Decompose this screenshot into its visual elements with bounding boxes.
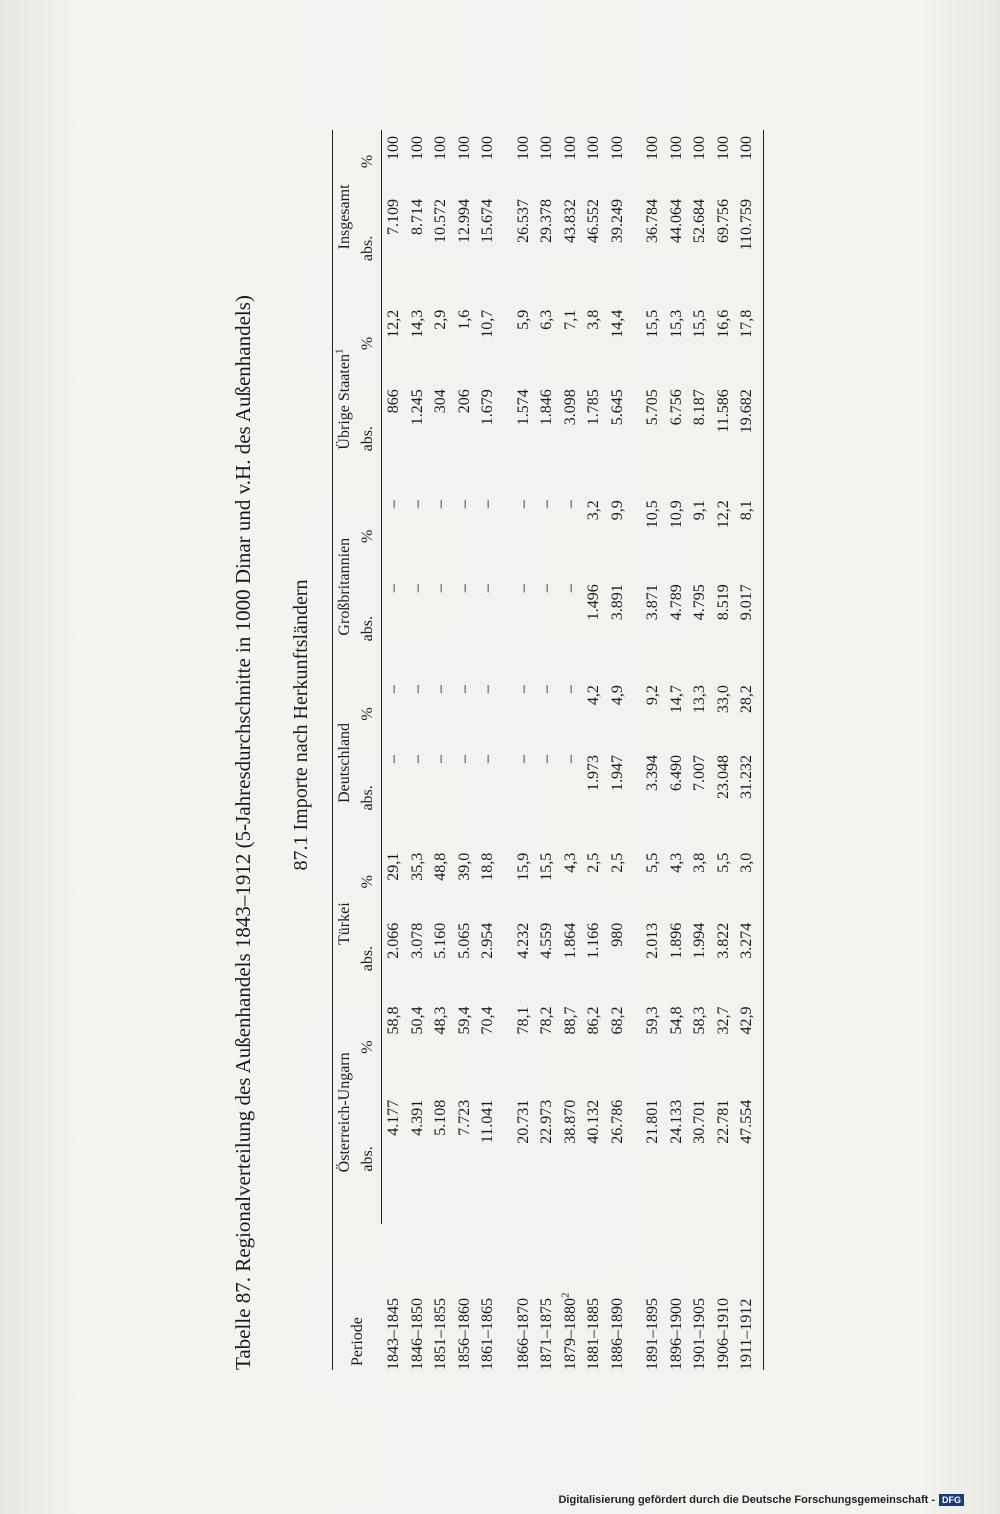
- cell-dp: –: [538, 685, 555, 694]
- cell-periode: [406, 1224, 430, 1370]
- cell-da: –: [408, 754, 426, 763]
- cell-ip: 100: [432, 136, 449, 160]
- cell-up: 17,8: [735, 304, 763, 383]
- cell-oa: 38.870: [561, 1099, 579, 1144]
- cell-dp: –: [561, 685, 579, 694]
- cell-ga: 1.496: [585, 584, 602, 621]
- cell-da: –: [514, 754, 532, 763]
- cell-ga: –: [385, 584, 402, 593]
- cell-ua: 1.679: [479, 389, 496, 426]
- cell-ua: 304: [432, 389, 449, 414]
- cell-dp: –: [455, 685, 473, 694]
- unit-abs: abs.: [356, 917, 382, 1001]
- cell-ia: 8.714: [408, 199, 426, 236]
- table-body: [382, 130, 764, 1370]
- col-tuerkei: Türkei: [333, 847, 357, 1001]
- cell-periode: [688, 1224, 712, 1370]
- cell-ta: 5.065: [455, 922, 473, 959]
- cell-oa: 5.108: [432, 1099, 449, 1136]
- cell-da: 1.947: [608, 754, 626, 791]
- cell-gp: –: [479, 500, 496, 509]
- cell-ua: 1.245: [408, 389, 426, 426]
- cell-ua: 866: [385, 389, 402, 414]
- cell-da: 3.394: [644, 754, 661, 791]
- table-row: [406, 130, 430, 1370]
- unit-pct: %: [356, 494, 382, 578]
- unit-pct: %: [356, 304, 382, 383]
- cell-periode: [535, 1224, 559, 1370]
- cell-ta: 3.274: [735, 917, 763, 1001]
- cell-ta: 2.954: [479, 922, 496, 959]
- cell-op: 59,4: [455, 1006, 473, 1035]
- cell-ip: 100: [585, 136, 602, 160]
- cell-oa: 7.723: [455, 1099, 473, 1136]
- cell-ta: 1.864: [561, 922, 579, 959]
- cell-oa: 40.132: [585, 1099, 602, 1144]
- cell-ia: 43.832: [561, 199, 579, 244]
- header-row-units: [356, 130, 382, 1370]
- cell-up: 6,3: [538, 309, 555, 330]
- cell-tp: 5,5: [714, 852, 732, 873]
- cell-oa: 4.177: [385, 1099, 402, 1136]
- cell-dp: 13,3: [691, 685, 708, 714]
- cell-ip: 100: [691, 136, 708, 160]
- cell-ta: 1.896: [667, 922, 685, 959]
- cell-op: 88,7: [561, 1006, 579, 1035]
- cell-tp: 4,3: [561, 852, 579, 873]
- cell-periode: [559, 1224, 583, 1370]
- cell-ia: 44.064: [667, 199, 685, 244]
- cell-ga: 3.891: [608, 584, 626, 621]
- periode-text: 1851–1855: [432, 1298, 449, 1370]
- cell-ip: 100: [455, 136, 473, 160]
- footnote-marker: 2: [559, 1292, 572, 1298]
- cell-ia: 46.552: [585, 199, 602, 244]
- cell-oa: 21.801: [644, 1099, 661, 1144]
- cell-ia: 39.249: [608, 199, 626, 244]
- cell-tp: 29,1: [385, 852, 402, 881]
- cell-ta: 1.166: [585, 922, 602, 959]
- periode-text: 1871–1875: [538, 1298, 555, 1370]
- cell-oa: 22.973: [538, 1099, 555, 1144]
- cell-ga: 4.789: [667, 584, 685, 621]
- cell-oa: 20.731: [514, 1099, 532, 1144]
- cell-ga: –: [455, 584, 473, 593]
- cell-dp: –: [479, 685, 496, 694]
- periode-text: 1846–1850: [408, 1298, 426, 1370]
- table-row: [712, 130, 736, 1370]
- table-row: [512, 130, 536, 1370]
- unit-abs: abs.: [356, 578, 382, 679]
- unit-pct: %: [356, 679, 382, 749]
- cell-ga: –: [432, 584, 449, 593]
- cell-da: 6.490: [667, 754, 685, 791]
- unit-pct: %: [356, 847, 382, 917]
- cell-op: 59,3: [644, 1006, 661, 1035]
- cell-ip: 100: [538, 136, 555, 160]
- cell-dp: –: [385, 685, 402, 694]
- cell-tp: 5,5: [644, 852, 661, 873]
- rotated-table-block: [230, 80, 810, 1370]
- cell-da: –: [479, 754, 496, 763]
- cell-ua: 1.785: [585, 389, 602, 426]
- cell-gp: –: [514, 500, 532, 509]
- cell-periode: [712, 1224, 736, 1370]
- cell-ia: 12.994: [455, 199, 473, 244]
- cell-ip: 100: [608, 136, 626, 160]
- cell-tp: 3,8: [691, 852, 708, 873]
- cell-ip: 100: [644, 136, 661, 160]
- cell-ta: 1.994: [691, 922, 708, 959]
- cell-op: 42,9: [735, 1001, 763, 1094]
- cell-op: 32,7: [714, 1006, 732, 1035]
- table-row: [606, 130, 630, 1370]
- cell-oa: 26.786: [608, 1099, 626, 1144]
- col-insgesamt: Insgesamt: [333, 130, 357, 304]
- cell-ta: 2.066: [385, 922, 402, 959]
- cell-gp: –: [432, 500, 449, 509]
- cell-dp: 28,2: [735, 679, 763, 749]
- cell-ia: 26.537: [514, 199, 532, 244]
- table-row: [641, 130, 665, 1370]
- cell-da: –: [561, 754, 579, 763]
- cell-periode: [512, 1224, 536, 1370]
- cell-gp: 3,2: [585, 500, 602, 521]
- cell-up: 16,6: [714, 309, 732, 338]
- cell-ia: 15.674: [479, 199, 496, 244]
- cell-ua: 8.187: [691, 389, 708, 426]
- cell-ia: 110.759: [735, 193, 763, 304]
- col-grossbritannien: Großbritannien: [333, 494, 357, 679]
- table-row: [665, 130, 689, 1370]
- cell-up: 3,8: [585, 309, 602, 330]
- cell-periode: [382, 1224, 406, 1370]
- unit-abs: abs.: [356, 1094, 382, 1224]
- periode-text: 1891–1895: [644, 1298, 661, 1370]
- cell-ip: 100: [479, 136, 496, 160]
- cell-ta: 3.078: [408, 922, 426, 959]
- cell-ia: 69.756: [714, 199, 732, 244]
- cell-tp: 48,8: [432, 852, 449, 881]
- cell-ga: –: [514, 584, 532, 593]
- cell-up: 15,5: [644, 309, 661, 338]
- periode-text: 1843–1845: [384, 1298, 402, 1370]
- cell-ua: 1.574: [514, 389, 532, 426]
- cell-ua: 5.705: [644, 389, 661, 426]
- cell-tp: 15,9: [514, 852, 532, 881]
- imports-table: [332, 130, 764, 1370]
- cell-dp: 9,2: [644, 685, 661, 706]
- cell-ta: 3.822: [714, 922, 732, 959]
- cell-ta: 980: [608, 922, 626, 947]
- cell-up: 7,1: [561, 309, 579, 330]
- group-spacer: [500, 130, 512, 1370]
- table-row: [453, 130, 477, 1370]
- unit-abs: abs.: [356, 193, 382, 304]
- cell-oa: 30.701: [691, 1099, 708, 1144]
- cell-ua: 19.682: [735, 383, 763, 494]
- cell-ua: 5.645: [608, 389, 626, 426]
- cell-ua: 11.586: [714, 389, 732, 433]
- header-row-groups: [333, 130, 357, 1370]
- footer-text: Digitalisierung gefördert durch die Deutsche Forschungsgemeinschaft -: [558, 1494, 935, 1506]
- periode-text: 1856–1860: [455, 1298, 473, 1370]
- table-row: [582, 130, 606, 1370]
- periode-text: 1881–1885: [585, 1298, 602, 1370]
- cell-tp: 4,3: [667, 852, 685, 873]
- periode-text: 1886–1890: [608, 1298, 626, 1370]
- unit-pct: %: [356, 1001, 382, 1094]
- table-row: [688, 130, 712, 1370]
- footnote-marker: 1: [333, 348, 346, 355]
- cell-up: 15,3: [667, 309, 685, 338]
- cell-tp: 2,5: [585, 852, 602, 873]
- cell-ga: 3.871: [644, 584, 661, 621]
- periode-text: 1906–1910: [714, 1298, 732, 1370]
- cell-dp: –: [432, 685, 449, 694]
- cell-tp: 3,0: [735, 847, 763, 917]
- cell-tp: 35,3: [408, 852, 426, 881]
- periode-text: 1879–1880: [561, 1298, 579, 1370]
- cell-gp: –: [408, 500, 426, 509]
- cell-da: –: [432, 754, 449, 763]
- cell-ua: 206: [455, 389, 473, 414]
- cell-up: 14,4: [608, 309, 626, 338]
- cell-ua: 3.098: [561, 389, 579, 426]
- cell-gp: 9,9: [608, 500, 626, 521]
- cell-ia: 36.784: [644, 199, 661, 244]
- table-title: Tabelle 87. Regionalverteilung des Außenhandels 1843–1912 (5-Jahresdurchschnitte in 1000 Dinar und v.H. des Außenhandels): [231, 295, 255, 1370]
- cell-ip: 100: [408, 136, 426, 160]
- cell-tp: 39,0: [455, 852, 473, 881]
- cell-up: 5,9: [514, 309, 532, 330]
- cell-da: –: [538, 754, 555, 763]
- periode-text: 1866–1870: [514, 1298, 532, 1370]
- cell-ta: 4.559: [538, 922, 555, 959]
- cell-periode: [665, 1224, 689, 1370]
- cell-gp: 10,5: [644, 500, 661, 529]
- cell-dp: 4,9: [608, 685, 626, 706]
- periode-text: 1861–1865: [479, 1298, 496, 1370]
- cell-ia: 52.684: [691, 199, 708, 244]
- cell-dp: 33,0: [714, 685, 732, 714]
- cell-periode: [641, 1224, 665, 1370]
- cell-ia: 7.109: [385, 199, 402, 236]
- cell-oa: 47.554: [735, 1094, 763, 1224]
- cell-gp: –: [385, 500, 402, 509]
- cell-ua: 6.756: [667, 389, 685, 426]
- group-spacer: [629, 130, 641, 1370]
- table-row: [535, 130, 559, 1370]
- cell-gp: 8,1: [735, 494, 763, 578]
- table-row: [735, 130, 763, 1370]
- cell-tp: 15,5: [538, 852, 555, 881]
- cell-ga: –: [479, 584, 496, 593]
- cell-gp: 9,1: [691, 500, 708, 521]
- cell-da: 1.973: [585, 754, 602, 791]
- cell-op: 48,3: [432, 1006, 449, 1035]
- cell-periode: [476, 1224, 500, 1370]
- periode-text: 1911–1912: [738, 1298, 755, 1370]
- col-uebrige: [333, 304, 357, 495]
- cell-ip: 100: [385, 136, 402, 160]
- cell-dp: –: [514, 685, 532, 694]
- uebrige-label: Übrige Staaten: [336, 354, 353, 450]
- cell-ta: 4.232: [514, 922, 532, 959]
- cell-ip: 100: [714, 136, 732, 160]
- cell-tp: 2,5: [608, 852, 626, 873]
- cell-oa: 11.041: [479, 1099, 496, 1144]
- cell-ga: –: [561, 584, 579, 593]
- cell-ip: 100: [735, 130, 763, 193]
- cell-op: 58,8: [385, 1006, 402, 1035]
- dfg-logo: DFG: [939, 1494, 964, 1506]
- table-row: [476, 130, 500, 1370]
- table-row: [429, 130, 453, 1370]
- table-row: [559, 130, 583, 1370]
- cell-gp: 12,2: [714, 500, 732, 529]
- cell-up: 14,3: [408, 309, 426, 338]
- cell-da: –: [455, 754, 473, 763]
- cell-op: 68,2: [608, 1006, 626, 1035]
- cell-dp: –: [408, 685, 426, 694]
- cell-ip: 100: [561, 136, 579, 160]
- cell-periode: [453, 1224, 477, 1370]
- cell-op: 54,8: [667, 1006, 685, 1035]
- cell-oa: 4.391: [408, 1099, 426, 1136]
- cell-op: 58,3: [691, 1006, 708, 1035]
- cell-ga: –: [538, 584, 555, 593]
- cell-gp: –: [538, 500, 555, 509]
- cell-ip: 100: [514, 136, 532, 160]
- cell-op: 78,2: [538, 1006, 555, 1035]
- cell-da: –: [385, 754, 402, 763]
- table-row: [382, 130, 406, 1370]
- col-periode: Periode: [333, 1224, 382, 1370]
- cell-ta: 5.160: [432, 922, 449, 959]
- cell-up: 2,9: [432, 309, 449, 330]
- cell-ga: –: [408, 584, 426, 593]
- cell-ga: 9.017: [735, 578, 763, 679]
- cell-dp: 14,7: [667, 685, 685, 714]
- cell-op: 86,2: [585, 1006, 602, 1035]
- cell-dp: 4,2: [585, 685, 602, 706]
- periode-text: 1901–1905: [691, 1298, 708, 1370]
- col-oesterreich: Österreich-Ungarn: [333, 1001, 357, 1225]
- cell-op: 50,4: [408, 1006, 426, 1035]
- cell-op: 78,1: [514, 1006, 532, 1035]
- unit-abs: abs.: [356, 749, 382, 847]
- cell-ga: 4.795: [691, 584, 708, 621]
- table-subtitle: 87.1 Importe nach Herkunftsländern: [290, 579, 312, 871]
- cell-gp: 10,9: [667, 500, 685, 529]
- cell-up: 1,6: [455, 309, 473, 330]
- col-deutschland: Deutschland: [333, 679, 357, 847]
- cell-ia: 29.378: [538, 199, 555, 244]
- cell-up: 10,7: [479, 309, 496, 338]
- cell-up: 12,2: [385, 309, 402, 338]
- footer: [558, 1494, 964, 1506]
- cell-periode: [735, 1224, 763, 1370]
- cell-ta: 2.013: [644, 922, 661, 959]
- cell-gp: –: [455, 500, 473, 509]
- cell-ip: 100: [667, 136, 685, 160]
- cell-ia: 10.572: [432, 199, 449, 244]
- unit-abs: abs.: [356, 383, 382, 494]
- cell-periode: [606, 1224, 630, 1370]
- cell-gp: –: [561, 500, 579, 509]
- cell-ua: 1.846: [538, 389, 555, 426]
- cell-op: 70,4: [479, 1006, 496, 1035]
- unit-pct: %: [356, 130, 382, 193]
- periode-text: 1896–1900: [667, 1298, 685, 1370]
- cell-da: 7.007: [691, 754, 708, 791]
- cell-up: 15,5: [691, 309, 708, 338]
- cell-periode: [582, 1224, 606, 1370]
- cell-oa: 24.133: [667, 1099, 685, 1144]
- cell-ga: 8.519: [714, 584, 732, 621]
- cell-periode: [429, 1224, 453, 1370]
- cell-oa: 22.781: [714, 1099, 732, 1144]
- cell-da: 31.232: [735, 749, 763, 847]
- cell-da: 23.048: [714, 754, 732, 799]
- cell-tp: 18,8: [479, 852, 496, 881]
